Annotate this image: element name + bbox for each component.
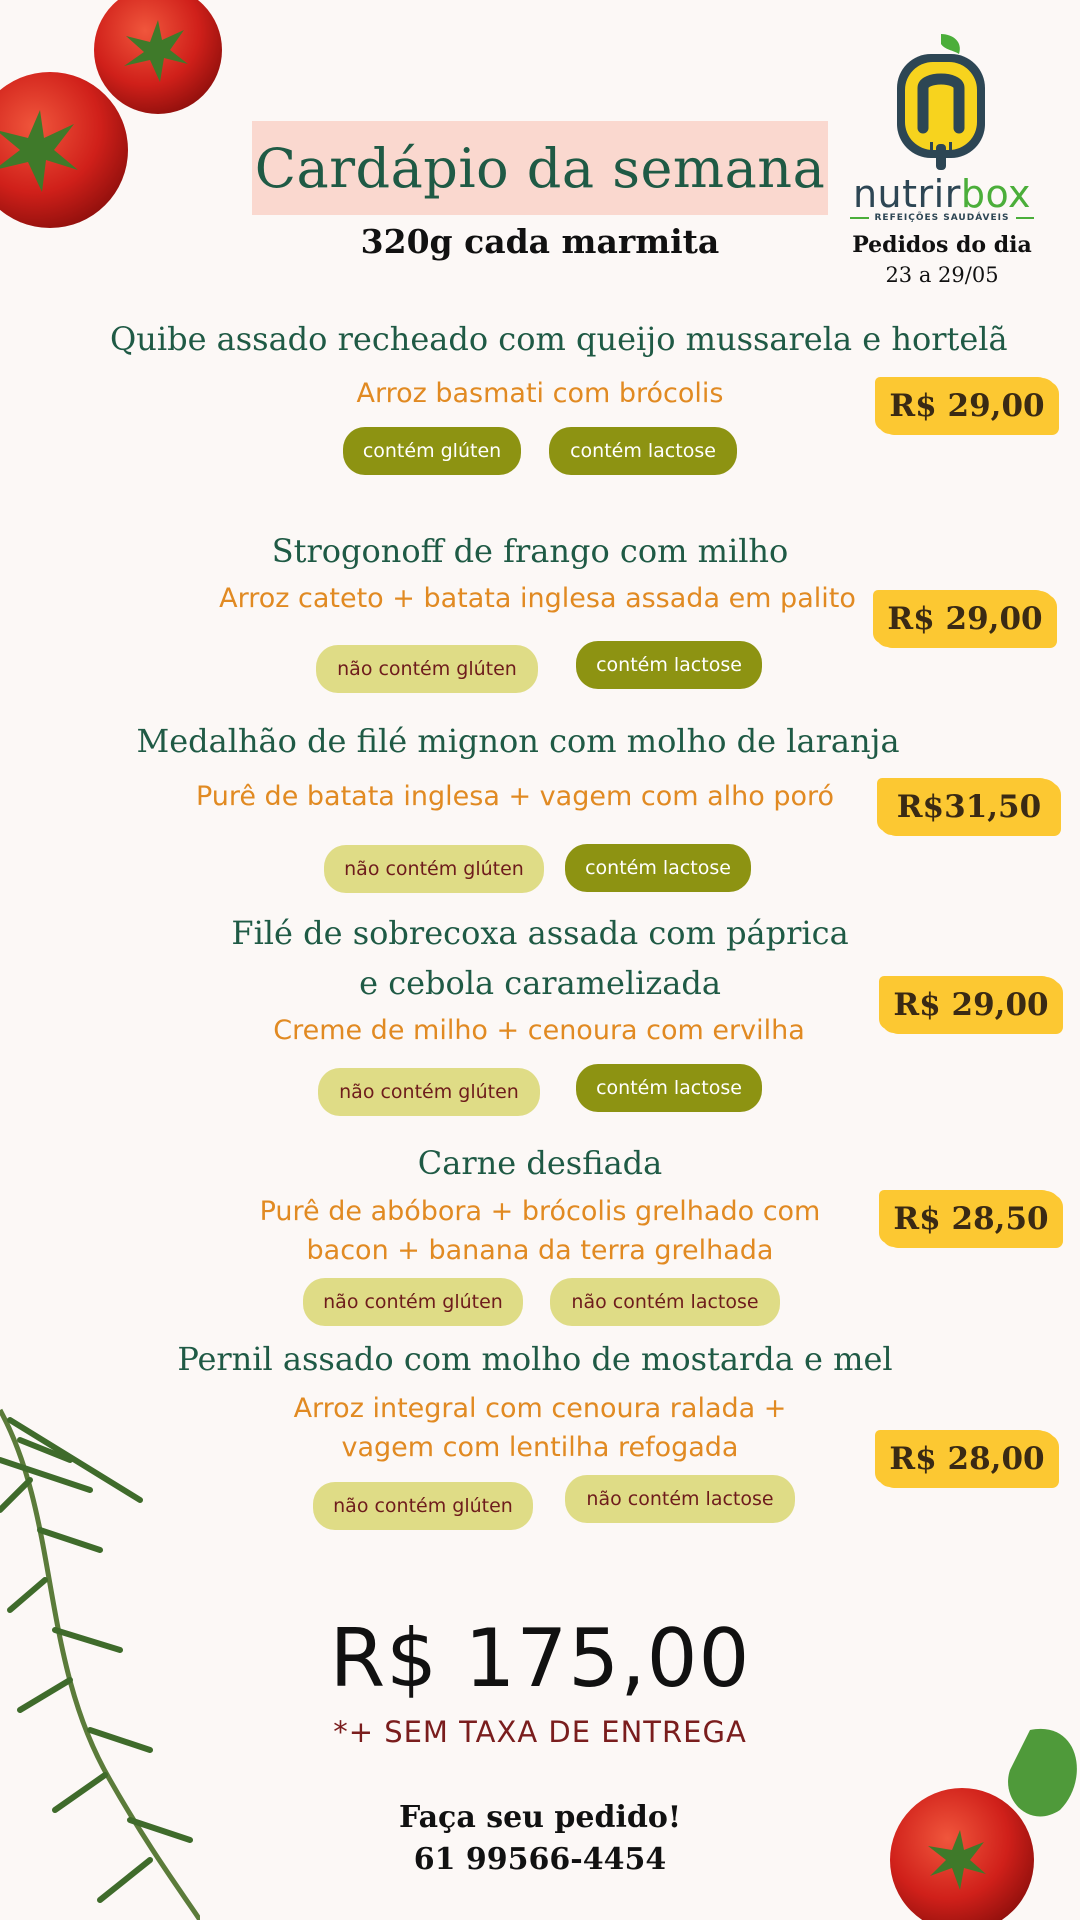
tomato-decoration-top	[0, 0, 240, 280]
menu-item-4-side: Creme de milho + cenoura com ervilha	[273, 1015, 805, 1046]
menu-item-5-tag-lactose: não contém lactose	[550, 1278, 780, 1326]
menu-item-5-price: R$ 28,50	[882, 1191, 1060, 1247]
menu-item-6-tag-lactose: não contém lactose	[565, 1475, 795, 1523]
menu-item-3-price: R$31,50	[880, 779, 1058, 835]
menu-item-1-dish: Quibe assado recheado com queijo mussarela e hortelã	[110, 320, 1008, 358]
menu-item-2-tag-gluten: não contém glúten	[316, 645, 538, 693]
menu-item-5-tag-gluten: não contém glúten	[303, 1278, 523, 1326]
menu-item-1-price: R$ 29,00	[878, 378, 1056, 434]
menu-item-3-dish: Medalhão de filé mignon com molho de laranja	[136, 722, 900, 760]
menu-item-3-tag-lactose: contém lactose	[565, 844, 751, 892]
menu-item-4-dish-line2: e cebola caramelizada	[359, 964, 721, 1002]
delivery-note: *+ SEM TAXA DE ENTREGA	[333, 1715, 747, 1749]
title-banner	[252, 121, 828, 215]
brand-name-part1: nutrir	[852, 172, 961, 216]
rosemary-decoration	[0, 1400, 200, 1920]
menu-item-5-side-line2: bacon + banana da terra grelhada	[306, 1235, 774, 1266]
menu-item-4-tag-gluten: não contém glúten	[318, 1068, 540, 1116]
orders-dates: 23 a 29/05	[885, 263, 999, 287]
page-title: Cardápio da semana	[254, 136, 826, 200]
menu-item-2-dish: Strogonoff de frango com milho	[271, 532, 789, 570]
menu-item-6-tag-gluten: não contém glúten	[313, 1482, 533, 1530]
menu-item-2-price: R$ 29,00	[876, 591, 1054, 647]
orders-title: Pedidos do dia	[852, 232, 1032, 258]
brand-name	[848, 172, 1036, 216]
tagline-rule-right	[1016, 217, 1035, 219]
tomato-decoration-bottom	[880, 1720, 1080, 1920]
tagline-rule-left	[850, 217, 869, 219]
menu-item-6-side-line2: vagem com lentilha refogada	[341, 1432, 739, 1463]
menu-item-1-side: Arroz basmati com brócolis	[356, 378, 724, 409]
menu-item-4-price: R$ 29,00	[882, 977, 1060, 1033]
menu-item-6-dish: Pernil assado com molho de mostarda e mel	[177, 1340, 893, 1378]
portion-subtitle: 320g cada marmita	[360, 222, 720, 261]
menu-item-4-dish-line1: Filé de sobrecoxa assada com páprica	[231, 914, 849, 952]
menu-item-6-price: R$ 28,00	[878, 1431, 1056, 1487]
menu-item-1-tag-gluten: contém glúten	[343, 427, 521, 475]
menu-item-2-tag-lactose: contém lactose	[576, 641, 762, 689]
brand-name-part2: box	[960, 172, 1032, 216]
phone-number[interactable]: 61 99566-4454	[413, 1842, 667, 1877]
menu-item-6-side-line1: Arroz integral com cenoura ralada +	[293, 1393, 787, 1424]
nutribox-logo-icon	[893, 32, 989, 172]
menu-item-3-tag-gluten: não contém glúten	[324, 845, 544, 893]
menu-item-1-tag-lactose: contém lactose	[549, 427, 737, 475]
order-cta: Faça seu pedido!	[398, 1800, 682, 1835]
menu-item-3-side: Purê de batata inglesa + vagem com alho poró	[195, 781, 835, 812]
total-price: R$ 175,00	[329, 1612, 751, 1705]
menu-item-2-side: Arroz cateto + batata inglesa assada em palito	[219, 583, 856, 614]
menu-item-5-side-line1: Purê de abóbora + brócolis grelhado com	[259, 1196, 821, 1227]
brand-tagline	[850, 213, 1034, 223]
menu-item-4-tag-lactose: contém lactose	[576, 1064, 762, 1112]
tagline-text: REFEIÇÕES SAUDÁVEIS	[874, 213, 1010, 223]
menu-item-5-dish: Carne desfiada	[417, 1144, 663, 1182]
